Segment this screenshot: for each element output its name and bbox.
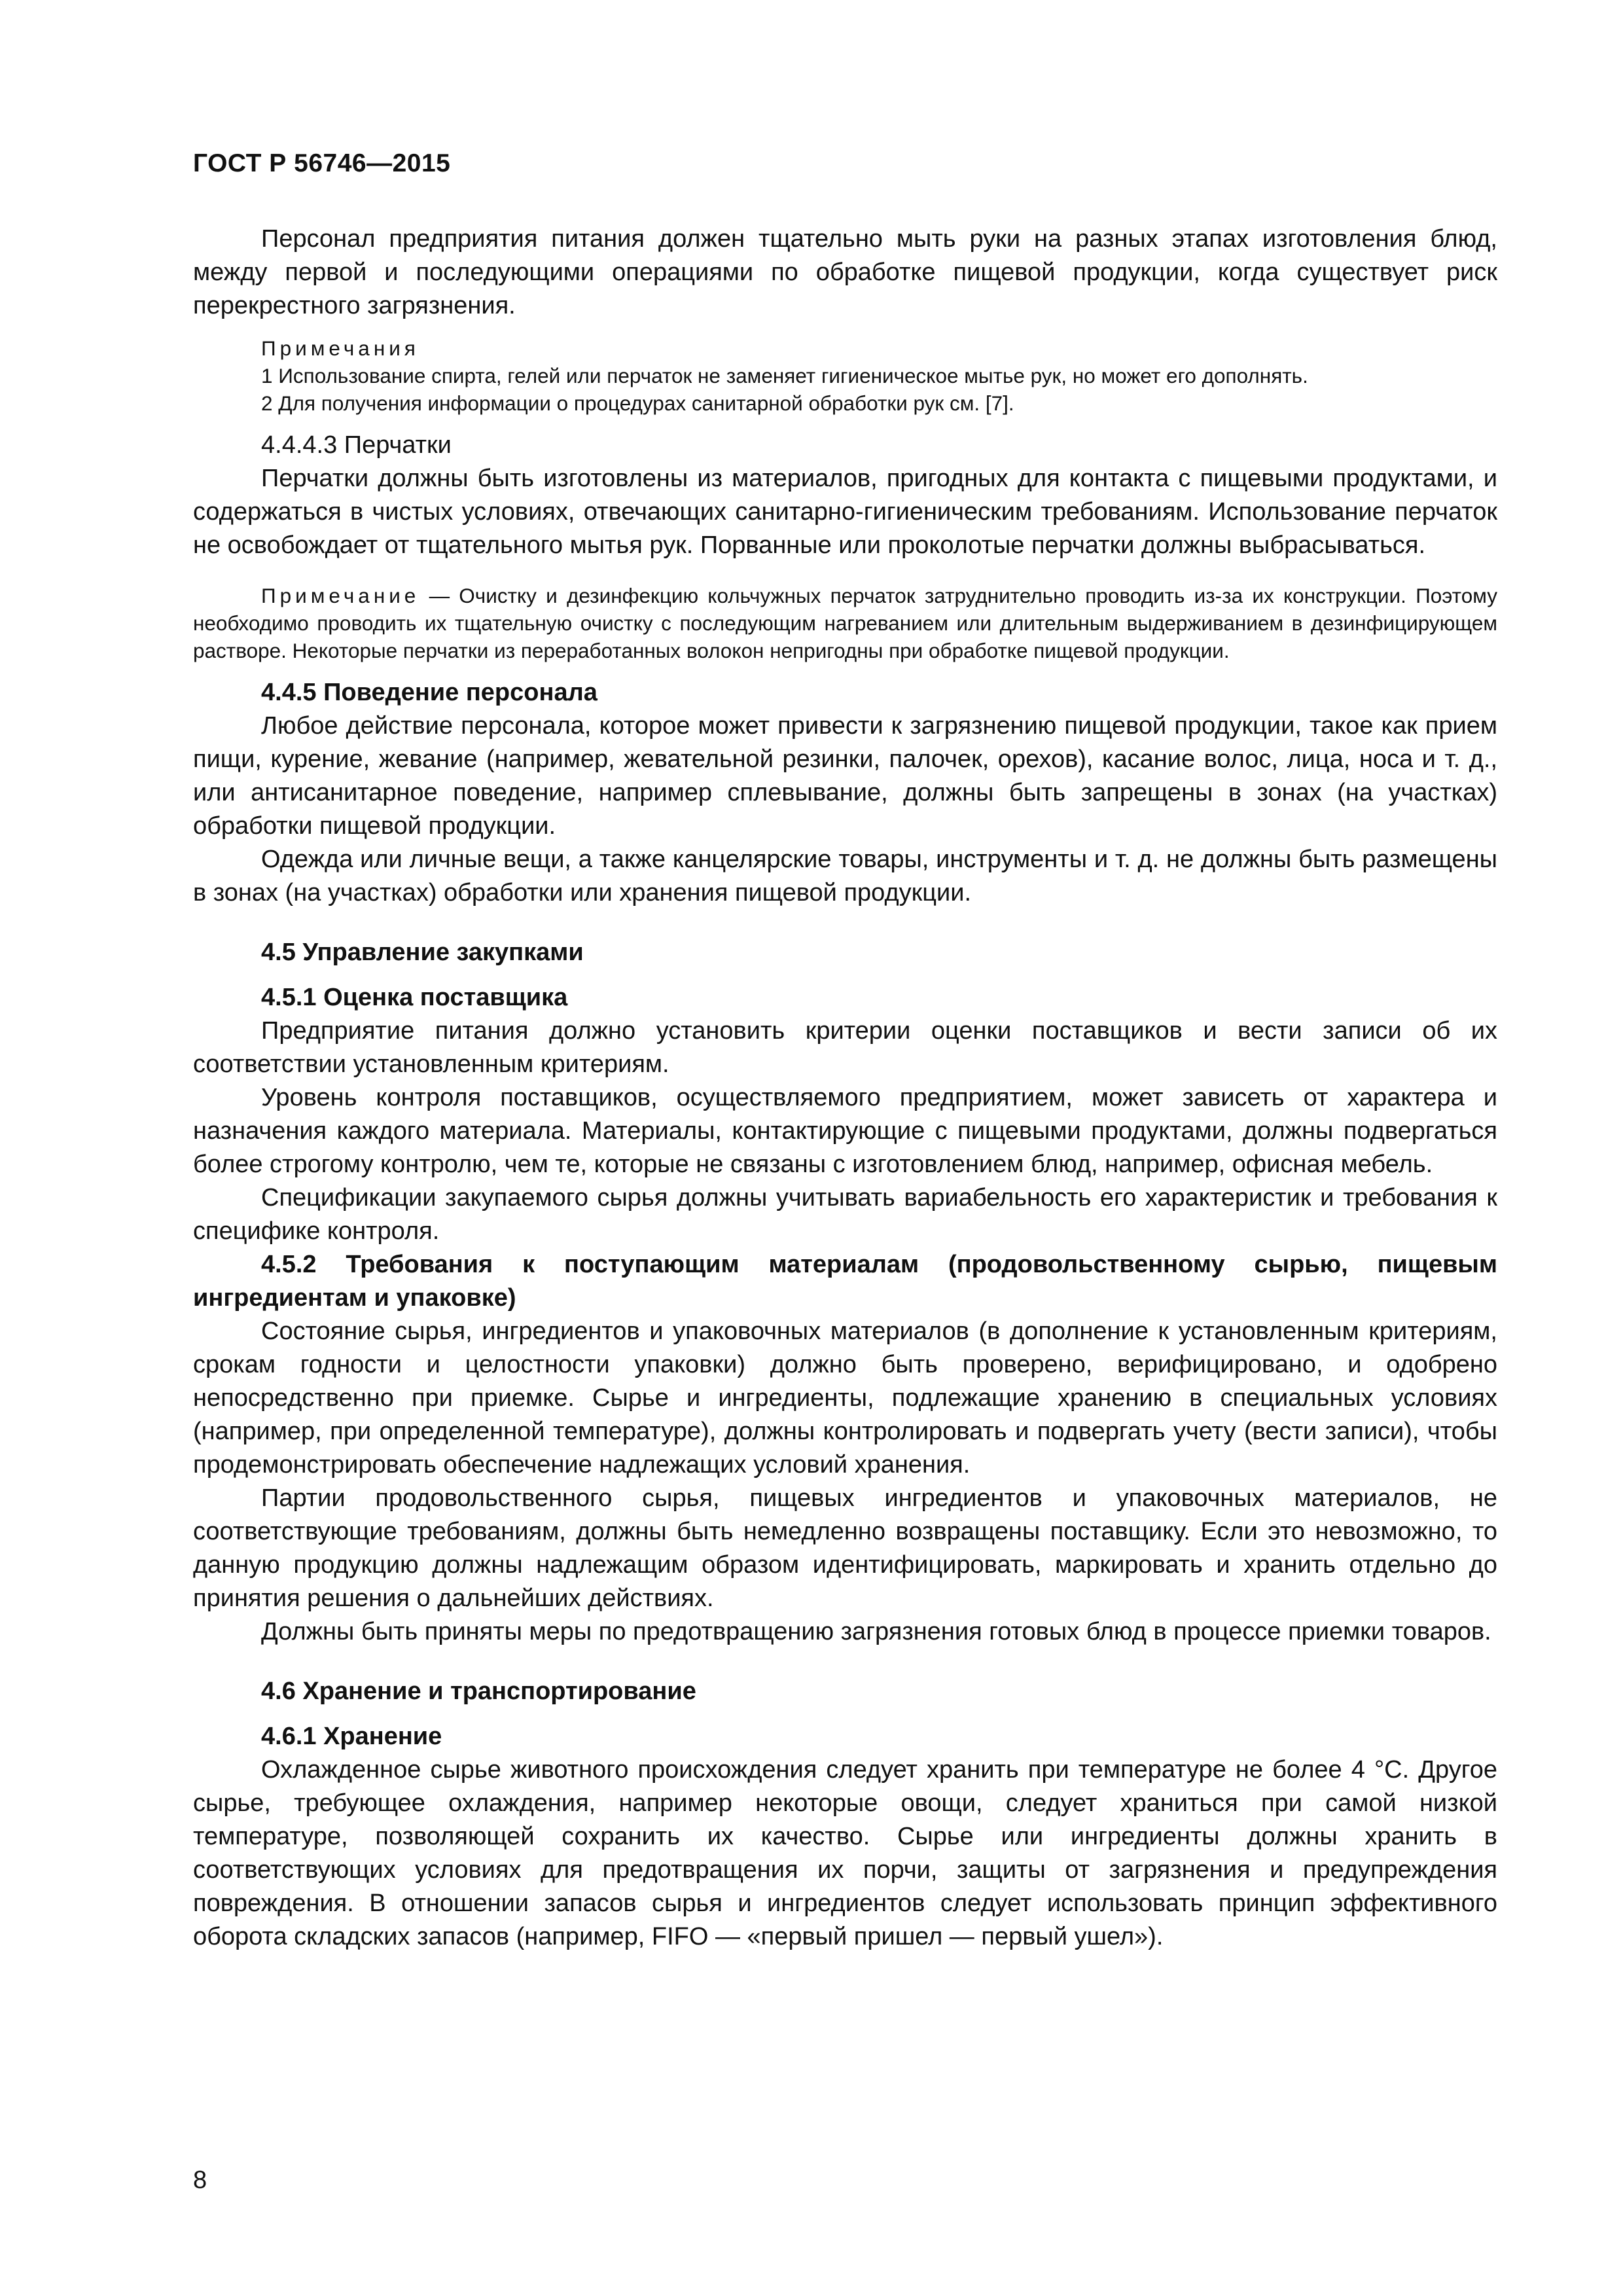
heading-4-6-1: 4.6.1 Хранение [261,1723,442,1750]
standard-header: ГОСТ Р 56746—2015 [193,149,451,177]
paragraph-incoming-3: Должны быть приняты меры по предотвращению загрязнения готовых блюд в процессе приемки товаров. [261,1618,1491,1645]
note-2: 2 Для получения информации о процедурах санитарной обработки рук см. [7]. [261,391,1014,415]
paragraph-supplier-1: Предприятие питания должно установить критерии оценки поставщиков и вести записи об их соответствии установленным критериям. [193,1017,1497,1078]
paragraph-supplier-3: Спецификации закупаемого сырья должны учитывать вариабельность его характеристик и требования к специфике контроля. [193,1184,1497,1245]
paragraph-hand-washing: Персонал предприятия питания должен тщательно мыть руки на разных этапах изготовления блюд, между первой и последующими операциями по обработке пищевой продукции, когда существует риск перекрестного загрязнения. [193,225,1497,319]
heading-4-6: 4.6 Хранение и транспортирование [261,1677,696,1705]
notes-label: Примечания [261,336,419,360]
paragraph-storage-1: Охлажденное сырье животного происхождения следует хранить при температуре не более 4 °С. Другое сырье, требующее охлаждения, например некоторые овощи, следует храниться при самой низкой температуре, позволяющей сохранить их качество. Сырье или ингредиенты должны хранить в соответствующих условиях для предотвращения их порчи, защиты от загрязнения и предупреждения повреждения. В отношении запасов сырья и ингредиентов следует использовать принцип эффективного оборота складских запасов (например, FIFO — «первый пришел — первый ушел»). [193,1756,1497,1950]
heading-4-5-1: 4.5.1 Оценка поставщика [261,984,568,1011]
note-gloves-text: — Очистку и дезинфекцию кольчужных перчаток затруднительно проводить из-за их конструкции. Поэтому необходимо проводить их тщательную очистку с последующим нагреванием или длительным выдерживанием в дезинфицирующем растворе. Некоторые перчатки из переработанных волокон непригодны при обработке пищевой продукции. [193,584,1497,662]
paragraph-incoming-1: Состояние сырья, ингредиентов и упаковочных материалов (в дополнение к установленным критериям, срокам годности и целостности упаковки) должно быть проверено, верифицировано, и одобрено непосредственно при приемке. Сырье и ингредиенты, подлежащие хранению в специальных условиях (например, при определенной температуре), должны контролировать и подвергать учету (вести записи), чтобы продемонстрировать обеспечение надлежащих условий хранения. [193,1318,1497,1479]
heading-4-4-5: 4.4.5 Поведение персонала [261,679,597,706]
paragraph-gloves: Перчатки должны быть изготовлены из материалов, пригодных для контакта с пищевыми продуктами, и содержаться в чистых условиях, отвечающих санитарно-гигиеническим требованиям. Использование перчаток не освобождает от тщательного мытья рук. Порванные или проколотые перчатки должны выбрасываться. [193,465,1497,559]
paragraph-behavior-1: Любое действие персонала, которое может привести к загрязнению пищевой продукции, такое как прием пищи, курение, жевание (например, жевательной резинки, палочек, орехов), касание волос, лица, носа и т. д., или антисанитарное поведение, например сплевывание, должны быть запрещены в зонах (на участках) обработки пищевой продукции. [193,712,1497,840]
heading-4-4-4-3: 4.4.4.3 Перчатки [261,431,452,459]
paragraph-incoming-2: Партии продовольственного сырья, пищевых ингредиентов и упаковочных материалов, не соответствующие требованиям, должны быть немедленно возвращены поставщику. Если это невозможно, то данную продукцию должны надлежащим образом идентифицировать, маркировать и хранить отдельно до принятия решения о дальнейших действиях. [193,1484,1497,1612]
note-1: 1 Использование спирта, гелей или перчаток не заменяет гигиеническое мытье рук, но может его дополнять. [261,364,1308,387]
page-number: 8 [193,2166,207,2194]
heading-4-5: 4.5 Управление закупками [261,939,584,966]
paragraph-supplier-2: Уровень контроля поставщиков, осуществляемого предприятием, может зависеть от характера и назначения каждого материала. Материалы, контактирующие с пищевыми продуктами, должны подвергаться более строгому контролю, чем те, которые не связаны с изготовлением блюд, например, офисная мебель. [193,1084,1497,1178]
heading-4-5-2: 4.5.2 Требования к поступающим материалам (продовольственному сырью, пищевым ингредиентам и упаковке) [193,1251,1497,1312]
paragraph-behavior-2: Одежда или личные вещи, а также канцелярские товары, инструменты и т. д. не должны быть размещены в зонах (на участках) обработки или хранения пищевой продукции. [193,846,1497,906]
note-gloves [193,582,1497,664]
note-gloves-label: Примечание [261,584,420,607]
page-body [193,223,1497,1954]
